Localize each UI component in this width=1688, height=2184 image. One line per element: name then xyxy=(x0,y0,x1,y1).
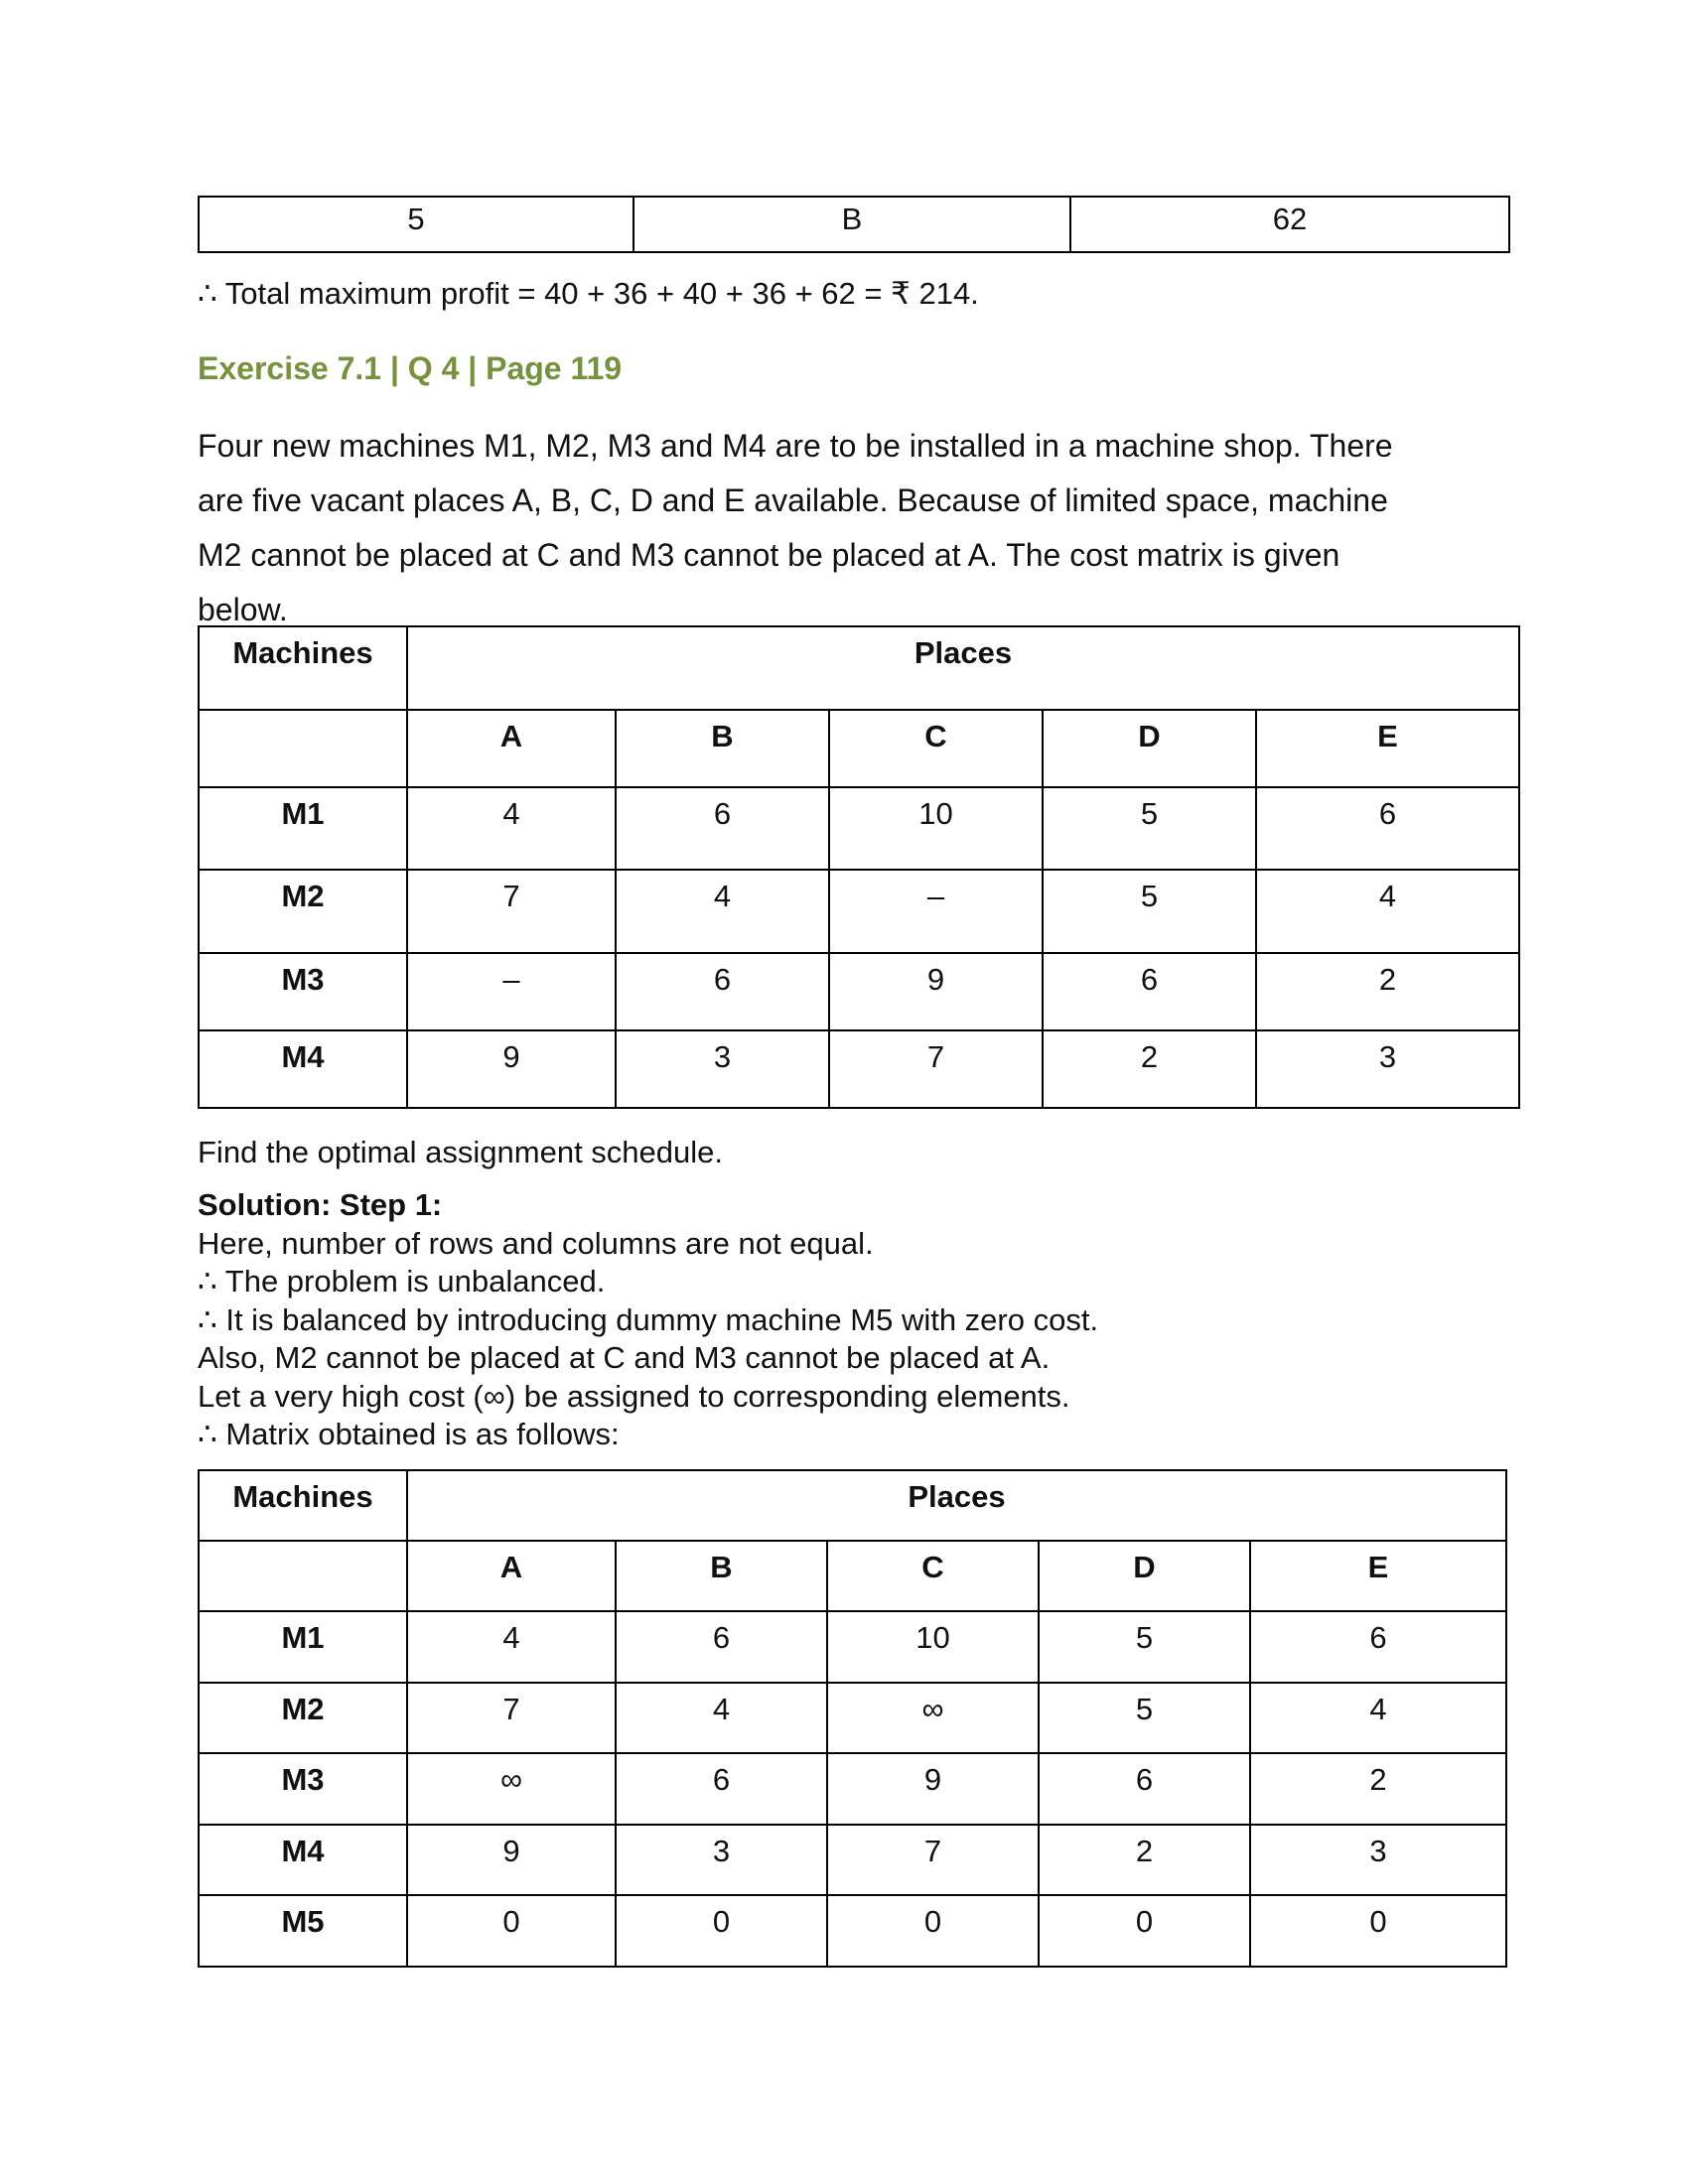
question-line: below. xyxy=(198,592,288,627)
row-label: M3 xyxy=(199,1753,407,1825)
row-label: M1 xyxy=(199,787,407,870)
table-cell: 5 xyxy=(1043,870,1256,953)
table-row xyxy=(199,1895,1506,1967)
row-label: M2 xyxy=(199,870,407,953)
column-header: C xyxy=(829,710,1043,787)
table-cell: 4 xyxy=(1250,1683,1506,1753)
table-cell: 6 xyxy=(616,953,829,1030)
solution-line: ∴ Matrix obtained is as follows: xyxy=(198,1417,620,1451)
row-label: M3 xyxy=(199,953,407,1030)
solution-line: Let a very high cost (∞) be assigned to corresponding elements. xyxy=(198,1378,1070,1414)
balanced-matrix-table xyxy=(198,1469,1507,1968)
column-header: E xyxy=(1256,710,1519,787)
machines-header: Machines xyxy=(199,1470,407,1541)
table-row xyxy=(199,1683,1506,1753)
solution-line: ∴ The problem is unbalanced. xyxy=(198,1264,606,1298)
table-cell: 4 xyxy=(1256,870,1519,953)
table-cell: – xyxy=(407,953,616,1030)
table-cell: 7 xyxy=(407,1683,616,1753)
table-row xyxy=(199,787,1519,870)
row-label: M5 xyxy=(199,1895,407,1967)
table-row xyxy=(199,870,1519,953)
row-label: M1 xyxy=(199,1611,407,1683)
table-row xyxy=(199,1611,1506,1683)
column-header: A xyxy=(407,710,616,787)
table-cell: 2 xyxy=(1039,1825,1250,1895)
table-cell: 0 xyxy=(1039,1895,1250,1967)
row-label: M4 xyxy=(199,1030,407,1108)
solution-line: Here, number of rows and columns are not equal. xyxy=(198,1225,874,1261)
find-text: Find the optimal assignment schedule. xyxy=(198,1135,724,1169)
table-cell: 0 xyxy=(407,1895,616,1967)
table-cell: 4 xyxy=(407,787,616,870)
table-cell: 4 xyxy=(407,1611,616,1683)
table-cell: 3 xyxy=(616,1030,829,1108)
previous-result-table xyxy=(198,196,1510,253)
solution-block xyxy=(198,1186,1098,1454)
question-line: Four new machines M1, M2, M3 and M4 are to be installed in a machine shop. There xyxy=(198,428,1393,464)
table-cell: B xyxy=(633,197,1070,252)
empty-cell xyxy=(199,710,407,787)
table-cell: 2 xyxy=(1043,1030,1256,1108)
table-cell: 5 xyxy=(1039,1611,1250,1683)
question-line: M2 cannot be placed at C and M3 cannot be placed at A. The cost matrix is given xyxy=(198,537,1340,573)
table-cell: 7 xyxy=(829,1030,1043,1108)
table-cell: 6 xyxy=(1250,1611,1506,1683)
question-text xyxy=(198,419,1548,637)
machines-header: Machines xyxy=(199,626,407,710)
column-header: D xyxy=(1039,1541,1250,1611)
column-header: B xyxy=(616,710,829,787)
table-cell: 4 xyxy=(616,870,829,953)
table-cell: 3 xyxy=(1250,1825,1506,1895)
places-header: Places xyxy=(407,1470,1506,1541)
table-cell: 9 xyxy=(829,953,1043,1030)
exercise-heading: Exercise 7.1 | Q 4 | Page 119 xyxy=(198,350,623,386)
solution-line: Also, M2 cannot be placed at C and M3 cannot be placed at A. xyxy=(198,1340,1051,1375)
table-cell: 10 xyxy=(829,787,1043,870)
table-cell: 3 xyxy=(1256,1030,1519,1108)
table-cell: 2 xyxy=(1256,953,1519,1030)
table-cell: 0 xyxy=(1250,1895,1506,1967)
question-line: are five vacant places A, B, C, D and E available. Because of limited space, machine xyxy=(198,482,1388,518)
table-cell: 4 xyxy=(616,1683,827,1753)
column-header: B xyxy=(616,1541,827,1611)
places-header: Places xyxy=(407,626,1519,710)
table-cell: 10 xyxy=(827,1611,1039,1683)
table-cell: 6 xyxy=(616,1753,827,1825)
table-cell: 6 xyxy=(616,787,829,870)
table-cell: 5 xyxy=(199,197,633,252)
column-header: C xyxy=(827,1541,1039,1611)
table-row xyxy=(199,1753,1506,1825)
table-cell: 0 xyxy=(616,1895,827,1967)
table-cell: 0 xyxy=(827,1895,1039,1967)
cost-matrix-table xyxy=(198,625,1520,1109)
table-cell: 9 xyxy=(407,1825,616,1895)
table-cell: 3 xyxy=(616,1825,827,1895)
table-cell: 9 xyxy=(827,1753,1039,1825)
column-header: D xyxy=(1043,710,1256,787)
table-cell: ∞ xyxy=(407,1753,616,1825)
column-header: A xyxy=(407,1541,616,1611)
table-cell: 5 xyxy=(1039,1683,1250,1753)
table-cell: 6 xyxy=(1039,1753,1250,1825)
table-cell: ∞ xyxy=(827,1683,1039,1753)
table-cell: – xyxy=(829,870,1043,953)
column-header: E xyxy=(1250,1541,1506,1611)
table-cell: 2 xyxy=(1250,1753,1506,1825)
empty-cell xyxy=(199,1541,407,1611)
table-cell: 7 xyxy=(827,1825,1039,1895)
table-cell: 6 xyxy=(1043,953,1256,1030)
table-cell: 7 xyxy=(407,870,616,953)
table-cell: 9 xyxy=(407,1030,616,1108)
row-label: M2 xyxy=(199,1683,407,1753)
solution-line: ∴ It is balanced by introducing dummy machine M5 with zero cost. xyxy=(198,1301,1099,1337)
table-cell: 6 xyxy=(1256,787,1519,870)
row-label: M4 xyxy=(199,1825,407,1895)
table-row xyxy=(199,1825,1506,1895)
table-row xyxy=(199,1030,1519,1108)
solution-title: Solution: Step 1: xyxy=(198,1187,443,1222)
total-profit-line: ∴ Total maximum profit = 40 + 36 + 40 + 36 + 62 = ₹ 214. xyxy=(198,276,979,311)
table-cell: 62 xyxy=(1070,197,1509,252)
table-cell: 6 xyxy=(616,1611,827,1683)
table-cell: 5 xyxy=(1043,787,1256,870)
table-row xyxy=(199,953,1519,1030)
